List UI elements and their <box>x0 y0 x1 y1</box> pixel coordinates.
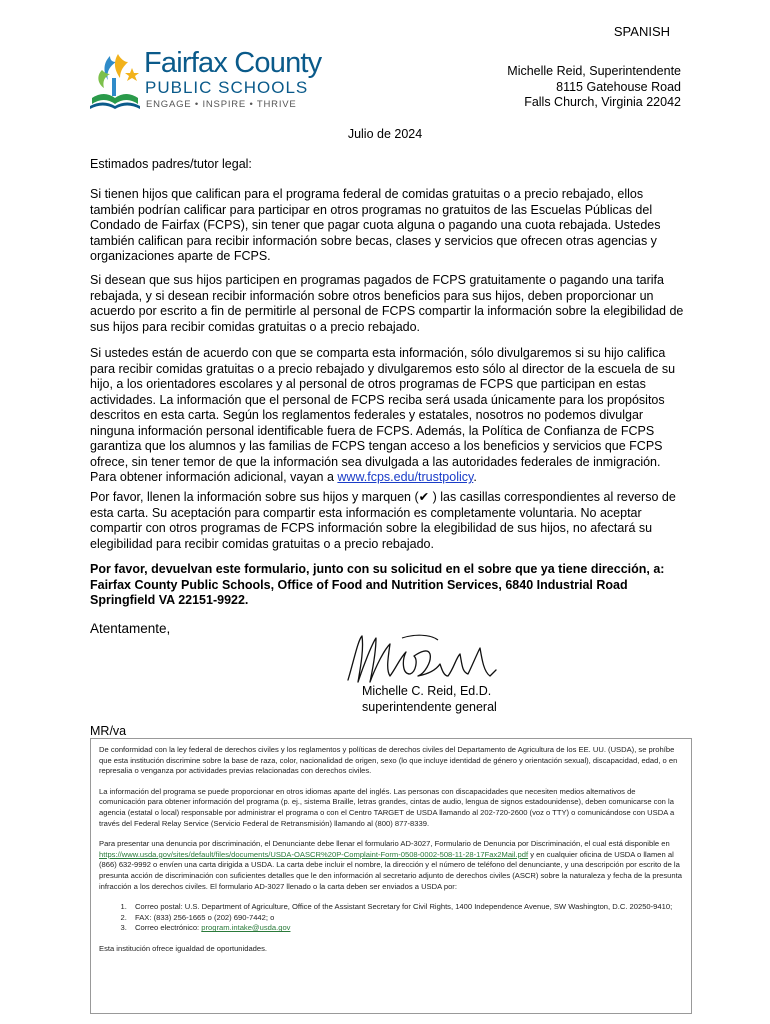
signer-name: Michelle C. Reid, Ed.D. <box>362 684 492 698</box>
signer-block <box>362 684 497 715</box>
closing: Atentamente, <box>90 621 171 636</box>
address-line: Michelle Reid, Superintendente <box>507 64 681 78</box>
footer-paragraph-3-text-b: y en cualquier oficina de USDA o llamen al (866) 632-9992 o envíen una carta dirigida a USDA. La carta debe incluir el nombre, la dirección y el número de teléfono del denunciante, y una descripción por escrito de la presunta acción de discriminación con suficientes detalles que le den información al secretario adjunto de derechos civiles (ASCR) sobre la naturaleza y fecha de la presunta infracción a los derechos civiles. El formulario AD-3027 llenado o la carta deben ser enviados a USDA por: <box>99 849 682 891</box>
fcps-logo <box>88 48 328 112</box>
paragraph-4 <box>90 490 685 552</box>
footer-paragraph-4: Esta institución ofrece igualdad de oportunidades. <box>99 943 268 953</box>
paragraph-4-text-a: Por favor, llenen la información sobre sus hijos y marquen ( <box>90 490 419 504</box>
return-instructions: Por favor, devuelvan este formulario, junto con su solicitud en el sobre que ya tiene dirección, a: Fairfax County Public Schools, Office of Food and Nutrition Services, 6840 Industrial Road Springfield VA 22151-9922. <box>90 562 665 607</box>
address-line: Falls Church, Virginia 22042 <box>524 95 681 109</box>
list-item <box>129 923 683 934</box>
greeting: Estimados padres/tutor legal: <box>90 157 252 171</box>
nondiscrimination-statement <box>90 738 692 1014</box>
signer-title: superintendente general <box>362 699 497 714</box>
usda-email-link[interactable]: program.intake@usda.gov <box>201 923 291 933</box>
logo-subtitle: PUBLIC SCHOOLS <box>145 78 309 97</box>
list-item: 2. FAX: (833) 256-1665 o (202) 690-7442; o <box>129 913 683 924</box>
trust-policy-link[interactable]: www.fcps.edu/trustpolicy <box>337 470 474 484</box>
complaint-form-link[interactable]: https://www.usda.gov/sites/default/files/documents/USDA-OASCR%20P-Complaint-Form-0508-0002-508-11-28-17Fax2Mail.pdf <box>99 849 529 859</box>
footer-paragraph-3 <box>99 839 683 892</box>
paragraph-4-text-b: ) las casillas correspondientes al reverso de esta carta. Su aceptación para compartir esta información es completamente voluntaria. No aceptar compartir con otros programas de FCPS información sobre la elegibilidad de sus hijos, no afectará su elegibilidad para recibir comidas gratuitas o a precio rebajado. <box>90 490 676 551</box>
language-label: SPANISH <box>613 24 670 39</box>
paragraph-3-end: . <box>473 470 477 484</box>
signature-image <box>344 630 504 688</box>
logo-tagline: ENGAGE • INSPIRE • THRIVE <box>146 99 297 110</box>
address-line: 8115 Gatehouse Road <box>556 79 681 94</box>
email-label: Correo electrónico: <box>135 923 200 933</box>
logo-emblem-icon <box>88 48 144 112</box>
footer-paragraph-1: De conformidad con la ley federal de derechos civiles y los reglamentos y políticas de derechos civiles del Departamento de Agricultura de los EE. UU. (USDA), se prohíbe que esta institución discrimine sobre la base de raza, color, nacionalidad de origen, sexo (lo que incluye identidad de género y orientación sexual), discapacidad, edad, o en represalia o venganza por actividades previas relacionadas con derechos civiles. <box>99 745 678 776</box>
footer-paragraph-2: La información del programa se puede proporcionar en otros idiomas aparte del inglés. Las personas con discapacidades que necesiten medios alternativos de comunicación para obtener información del programa (p. ej., sistema Braille, letras grandes, cintas de audio, lengua de signos estadounidense), deben comunicarse con la agencia (estatal o local) responsable por administrar el programa o con el Centro TARGET de USDA llamando al 202-720-2600 (voz o TTY) o comunicándose con USDA a través del Federal Relay Service (Servicio Federal de Retransmisión) llamando al (800) 877-8339. <box>99 786 675 828</box>
footer-paragraph-3-text-a: Para presentar una denuncia por discriminación, el Denunciante debe llenar el formulario AD-3027, Formulario de Denuncia por Discriminación, el cual está disponible en <box>99 839 670 849</box>
paragraph-3 <box>90 346 685 486</box>
logo-name: Fairfax County <box>144 47 322 79</box>
letter-date: Julio de 2024 <box>347 127 423 141</box>
paragraph-2: Si desean que sus hijos participen en programas pagados de FCPS gratuitamente o pagando una tarifa rebajada, y si desean recibir información sobre otros beneficios para sus hijos, deben proporcionar un acuerdo por escrito a fin de permitirle al personal de FCPS compartir la información sobre la elegibilidad de sus hijos para recibir comidas gratuitas o a precio rebajado. <box>90 273 684 334</box>
sender-address <box>507 64 681 111</box>
paragraph-1: Si tienen hijos que califican para el programa federal de comidas gratuitas o a precio rebajado, ellos también podrían calificar para participar en otros programas no gratuitos de las Escuelas Públicas del Condado de Fairfax (FCPS), sin tener que pagar cuota alguna o pagando una cuota rebajada. Ustedes también califican para recibir información sobre becas, clases y servicios que ofrecen otras agencias y organizaciones aparte de FCPS. <box>90 187 661 263</box>
submission-methods-list <box>99 902 683 934</box>
list-item: 1. Correo postal: U.S. Department of Agriculture, Office of the Assistant Secretary for Civil Rights, 1400 Independence Avenue, SW Washington, D.C. 20250-9410; <box>129 902 683 913</box>
paragraph-3-text: Si ustedes están de acuerdo con que se comparta esta información, sólo divulgaremos si su hijo califica para recibir comidas gratuitas o a precio rebajado y divulgaremos esto sólo al director de la escuela de su hijo, a los orientadores escolares y al personal de otros programas de FCPS que participan en estas actividades. La información que el personal de FCPS reciba será usada únicamente para los propósitos descritos en esta carta. Según los reglamentos federales y estatales, nosotros no podemos divulgar ninguna información personal identificable fuera de FCPS. Además, la Política de Confianza de FCPS garantiza que los alumnos y las familias de FCPS tengan acceso a los beneficios y servicios que FCPS ofrece, sin tener temor de que la información sea divulgada a las autoridades federales de inmigración. Para obtener información adicional, vayan a <box>90 346 676 484</box>
reference-initials: MR/va <box>90 724 127 738</box>
checkmark-icon: ✔ <box>418 490 430 504</box>
